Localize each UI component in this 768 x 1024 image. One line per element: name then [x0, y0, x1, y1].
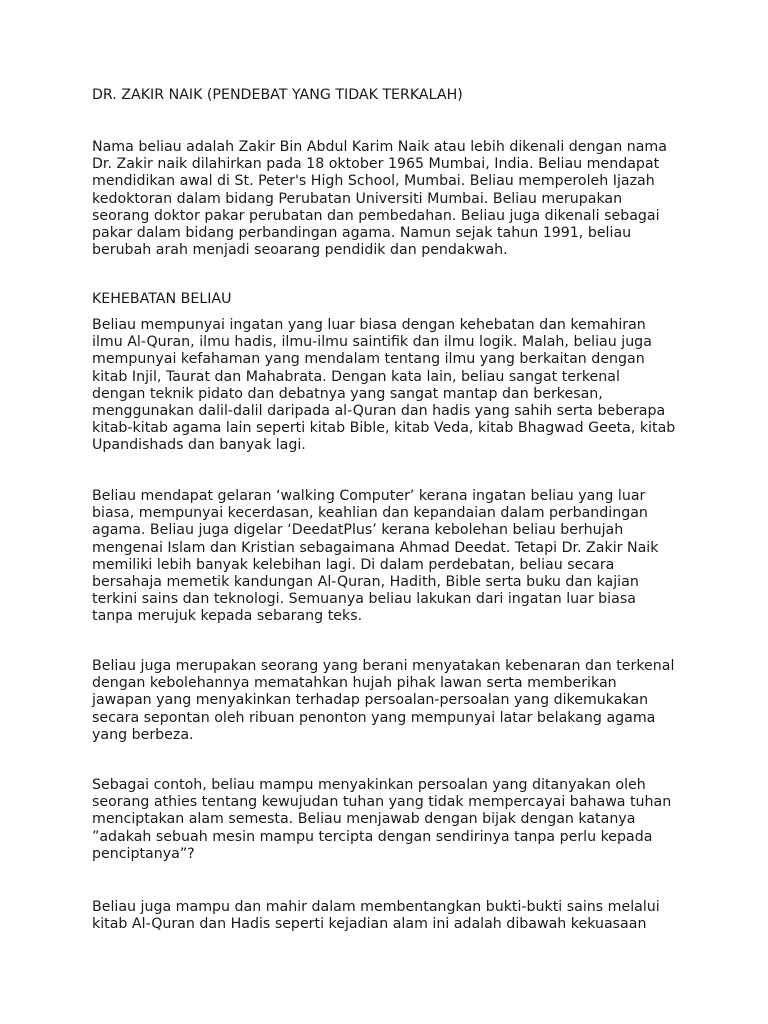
- paragraph-line: jawapan yang menyakinkan terhadap persoalan-persoalan yang dikemukakan: [92, 692, 649, 709]
- paragraph-line: mempunyai kefahaman yang mendalam tentang ilmu yang berkaitan dengan: [92, 351, 645, 368]
- paragraph-line: agama. Beliau juga digelar ‘DeedatPlus’ kerana kebolehan beliau berhujah: [92, 522, 624, 539]
- paragraph-line: seorang doktor pakar perubatan dan pembedahan. Beliau juga dikenali sebagai: [92, 207, 660, 224]
- section-heading: KEHEBATAN BELIAU: [92, 291, 232, 307]
- paragraph-line: berubah arah menjadi seoarang pendidik dan pendakwah.: [92, 242, 508, 259]
- paragraph-line: dengan kebolehannya mematahkan hujah pihak lawan serta memberikan: [92, 675, 617, 692]
- paragraph-line: yang berbeza.: [92, 726, 194, 743]
- paragraph-line: Nama beliau adalah Zakir Bin Abdul Karim Naik atau lebih dikenali dengan nama: [92, 139, 667, 155]
- paragraph-line: ”adakah sebuah mesin mampu tercipta dengan sendirinya tanpa perlu kepada: [92, 828, 653, 845]
- paragraph-line: seorang athies tentang kewujudan tuhan yang tidak mempercayai bahawa tuhan: [92, 794, 672, 811]
- paragraph-line: Dr. Zakir naik dilahirkan pada 18 oktober 1965 Mumbai, India. Beliau mendapat: [92, 156, 660, 173]
- paragraph-line: biasa, mempunyai kecerdasan, keahlian dan kepandaian dalam perbandingan: [92, 505, 648, 522]
- paragraph-line: penciptanya”?: [92, 845, 195, 862]
- paragraph-line: Beliau mendapat gelaran ‘walking Computer’ kerana ingatan beliau yang luar: [92, 488, 646, 504]
- paragraph-line: ilmu Al-Quran, ilmu hadis, ilmu-ilmu saintifik dan ilmu logik. Malah, beliau juga: [92, 334, 652, 351]
- paragraph-line: kitab-kitab agama lain seperti kitab Bible, kitab Veda, kitab Bhagwad Geeta, kitab: [92, 420, 676, 437]
- paragraph-line: Upandishads dan banyak lagi.: [92, 437, 306, 454]
- paragraph-line: tanpa merujuk kepada sebarang teks.: [92, 608, 363, 625]
- body-paragraph-4: [92, 777, 692, 863]
- paragraph-line: bersahaja memetik kandungan Al-Quran, Hadith, Bible serta buku dan kajian: [92, 574, 639, 591]
- paragraph-line: menggunakan dalil-dalil daripada al-Quran dan hadis yang sahih serta beberapa: [92, 403, 666, 420]
- paragraph-line: dengan teknik pidato dan debatnya yang sangat mantap dan berkesan,: [92, 385, 603, 402]
- paragraph-line: mendidikan awal di St. Peter's High School, Mumbai. Beliau memperoleh Ijazah: [92, 173, 655, 190]
- paragraph-line: Beliau juga merupakan seorang yang berani menyatakan kebenaran dan terkenal: [92, 658, 675, 674]
- paragraph-line: Beliau mempunyai ingatan yang luar biasa dengan kehebatan dan kemahiran: [92, 317, 646, 333]
- body-paragraph-5: [92, 899, 692, 933]
- paragraph-line: menciptakan alam semesta. Beliau menjawab dengan bijak dengan katanya: [92, 811, 636, 828]
- paragraph-line: kitab Al-Quran dan Hadis seperti kejadian alam ini adalah dibawah kekuasaan: [92, 916, 647, 933]
- paragraph-line: secara sepontan oleh ribuan penonton yang mempunyai latar belakang agama: [92, 709, 656, 726]
- paragraph-line: Beliau juga mampu dan mahir dalam membentangkan bukti-bukti sains melalui: [92, 899, 660, 915]
- paragraph-line: memiliki lebih banyak kelebihan lagi. Di dalam perdebatan, beliau secara: [92, 556, 615, 573]
- paragraph-line: mengenai Islam dan Kristian sebagaimana Ahmad Deedat. Tetapi Dr. Zakir Naik: [92, 539, 659, 556]
- paragraph-line: pakar dalam bidang perbandingan agama. Namun sejak tahun 1991, beliau: [92, 225, 632, 242]
- body-paragraph-2: [92, 488, 692, 626]
- paragraph-line: terkini sains dan teknologi. Semuanya beliau lakukan dari ingatan luar biasa: [92, 591, 636, 608]
- document-title: DR. ZAKIR NAIK (PENDEBAT YANG TIDAK TERKALAH): [92, 87, 463, 103]
- paragraph-line: kitab Injil, Taurat dan Mahabrata. Dengan kata lain, beliau sangat terkenal: [92, 368, 620, 385]
- body-paragraph-1: [92, 317, 692, 455]
- body-paragraph-3: [92, 658, 692, 744]
- paragraph-line: Sebagai contoh, beliau mampu menyakinkan persoalan yang ditanyakan oleh: [92, 777, 646, 793]
- intro-paragraph: [92, 139, 692, 259]
- paragraph-line: kedoktoran dalam bidang Perubatan Universiti Mumbai. Beliau merupakan: [92, 190, 623, 207]
